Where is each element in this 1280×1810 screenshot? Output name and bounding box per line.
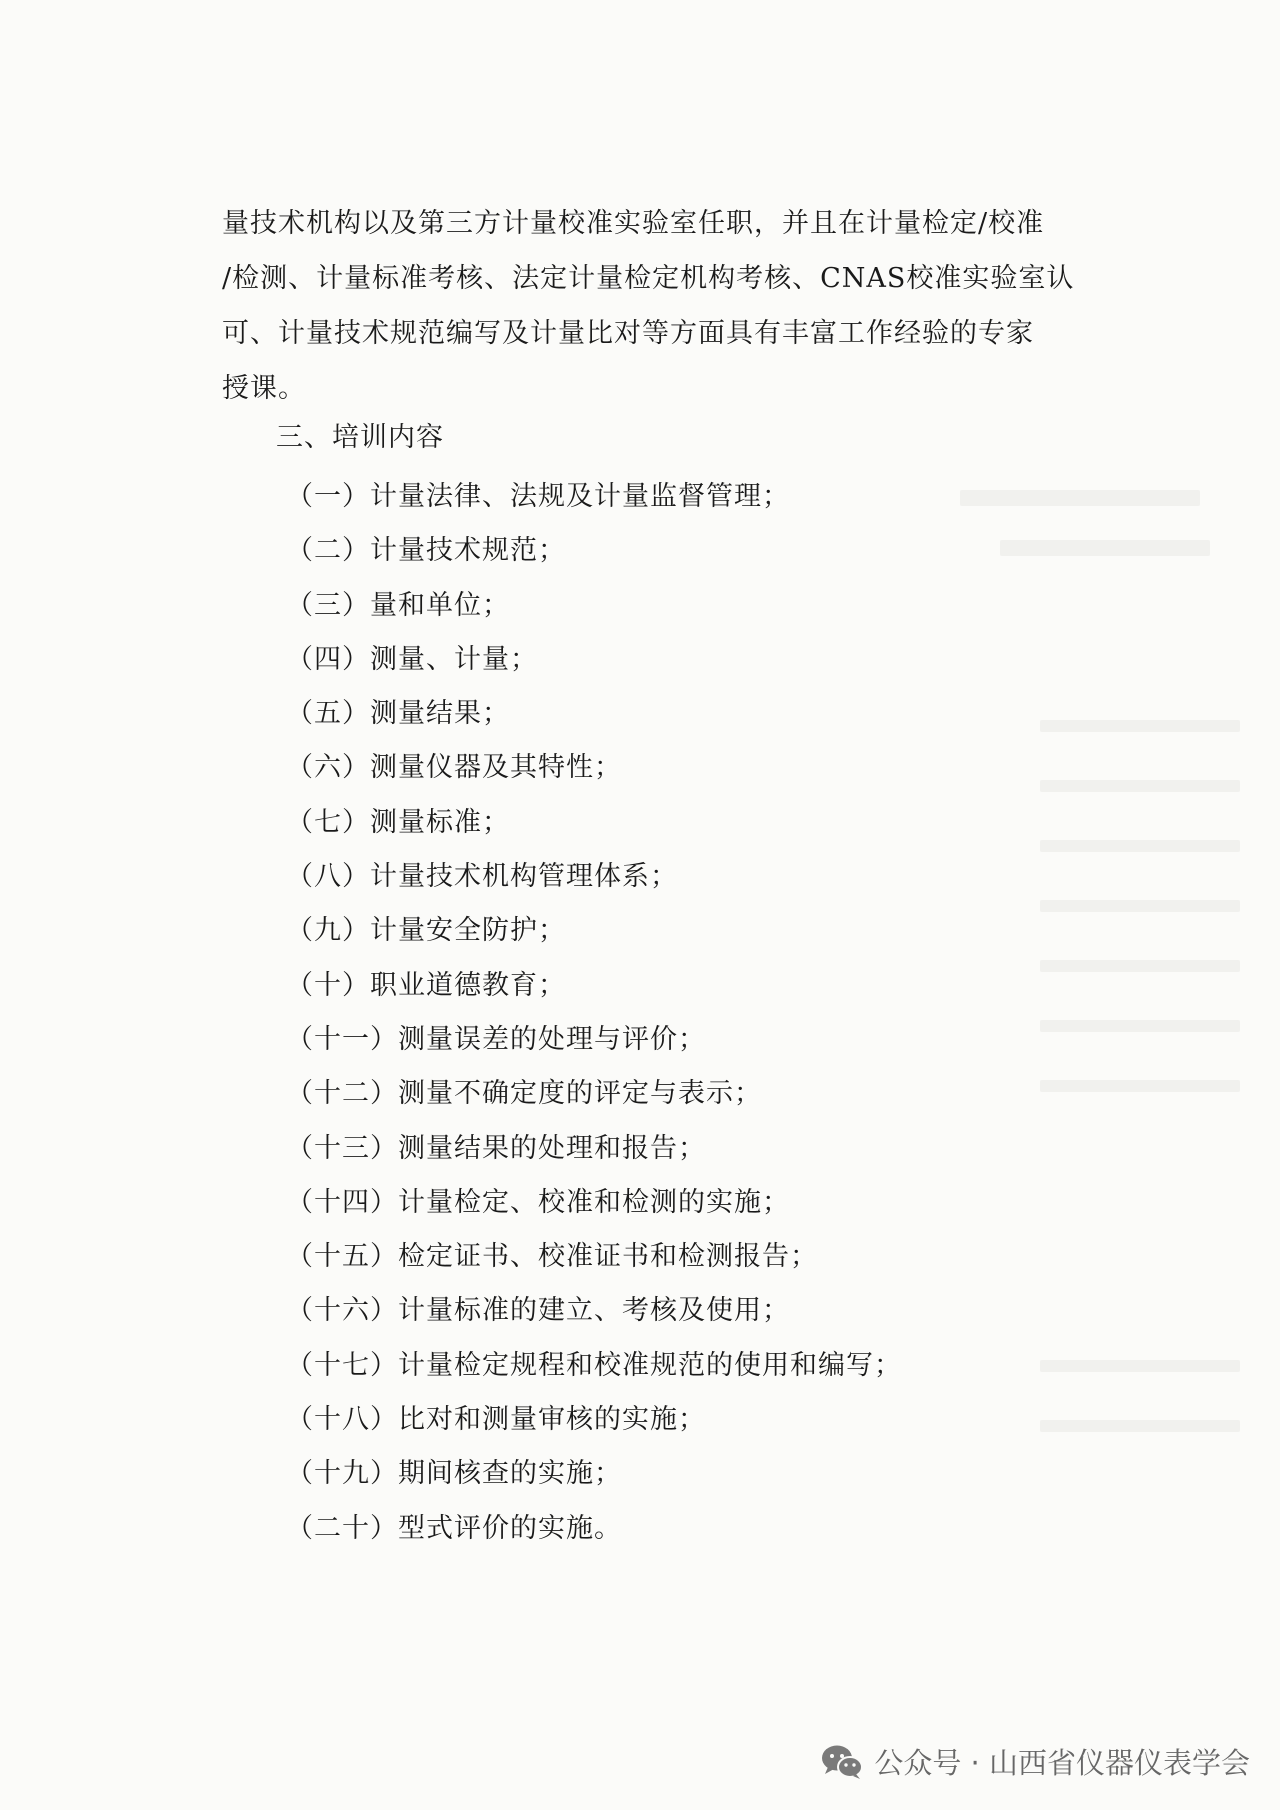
list-item: （一）计量法律、法规及计量监督管理；	[286, 481, 790, 512]
paragraph-line: 可、计量技术规范编写及计量比对等方面具有丰富工作经验的专家	[222, 318, 1034, 349]
list-item: （十八）比对和测量审核的实施；	[286, 1404, 706, 1436]
list-item: （十九）期间核查的实施；	[286, 1458, 622, 1490]
list-item: （十）职业道德教育；	[286, 969, 566, 1001]
list-item: （十二）测量不确定度的评定与表示；	[286, 1078, 762, 1110]
list-item: （十四）计量检定、校准和检测的实施；	[286, 1186, 790, 1218]
list-item: （六）测量仪器及其特性；	[286, 752, 622, 784]
bleed-through-mark	[1040, 780, 1240, 792]
bleed-through-mark	[960, 490, 1200, 506]
list-item: （四）测量、计量；	[286, 643, 538, 675]
watermark-text: 公众号 · 山西省仪器仪表学会	[874, 1746, 1250, 1780]
bleed-through-mark	[1040, 1080, 1240, 1092]
wechat-icon	[820, 1743, 864, 1781]
list-item: （七）测量标准；	[286, 806, 510, 838]
bleed-through-mark	[1040, 1020, 1240, 1032]
list-item: （二）计量技术规范；	[286, 535, 566, 567]
list-item: （十五）检定证书、校准证书和检测报告；	[286, 1241, 818, 1273]
section-heading: 三、培训内容	[276, 422, 444, 453]
paragraph-line: /检测、计量标准考核、法定计量检定机构考核、CNAS校准实验室认	[222, 263, 1075, 294]
bleed-through-mark	[1040, 1420, 1240, 1432]
bleed-through-mark	[1000, 540, 1210, 556]
list-item: （八）计量技术机构管理体系；	[286, 861, 678, 893]
list-item: （十六）计量标准的建立、考核及使用；	[286, 1295, 790, 1327]
training-content-list	[286, 470, 902, 1556]
bleed-through-mark	[1040, 840, 1240, 852]
wechat-watermark	[820, 1741, 1250, 1782]
paragraph-body	[222, 196, 1082, 416]
list-item: （五）测量结果；	[286, 698, 510, 730]
bleed-through-mark	[1040, 1360, 1240, 1372]
list-item: （九）计量安全防护；	[286, 915, 566, 947]
list-item: （二十）型式评价的实施。	[286, 1512, 622, 1544]
bleed-through-mark	[1040, 720, 1240, 732]
paragraph-line: 量技术机构以及第三方计量校准实验室任职，并且在计量检定/校准	[222, 208, 1045, 239]
list-item: （三）量和单位；	[286, 589, 510, 621]
list-item: （十三）测量结果的处理和报告；	[286, 1132, 706, 1164]
bleed-through-mark	[1040, 900, 1240, 912]
bleed-through-mark	[1040, 960, 1240, 972]
list-item: （十一）测量误差的处理与评价；	[286, 1023, 706, 1055]
paragraph-line: 授课。	[222, 373, 306, 404]
list-item: （十七）计量检定规程和校准规范的使用和编写；	[286, 1349, 902, 1381]
